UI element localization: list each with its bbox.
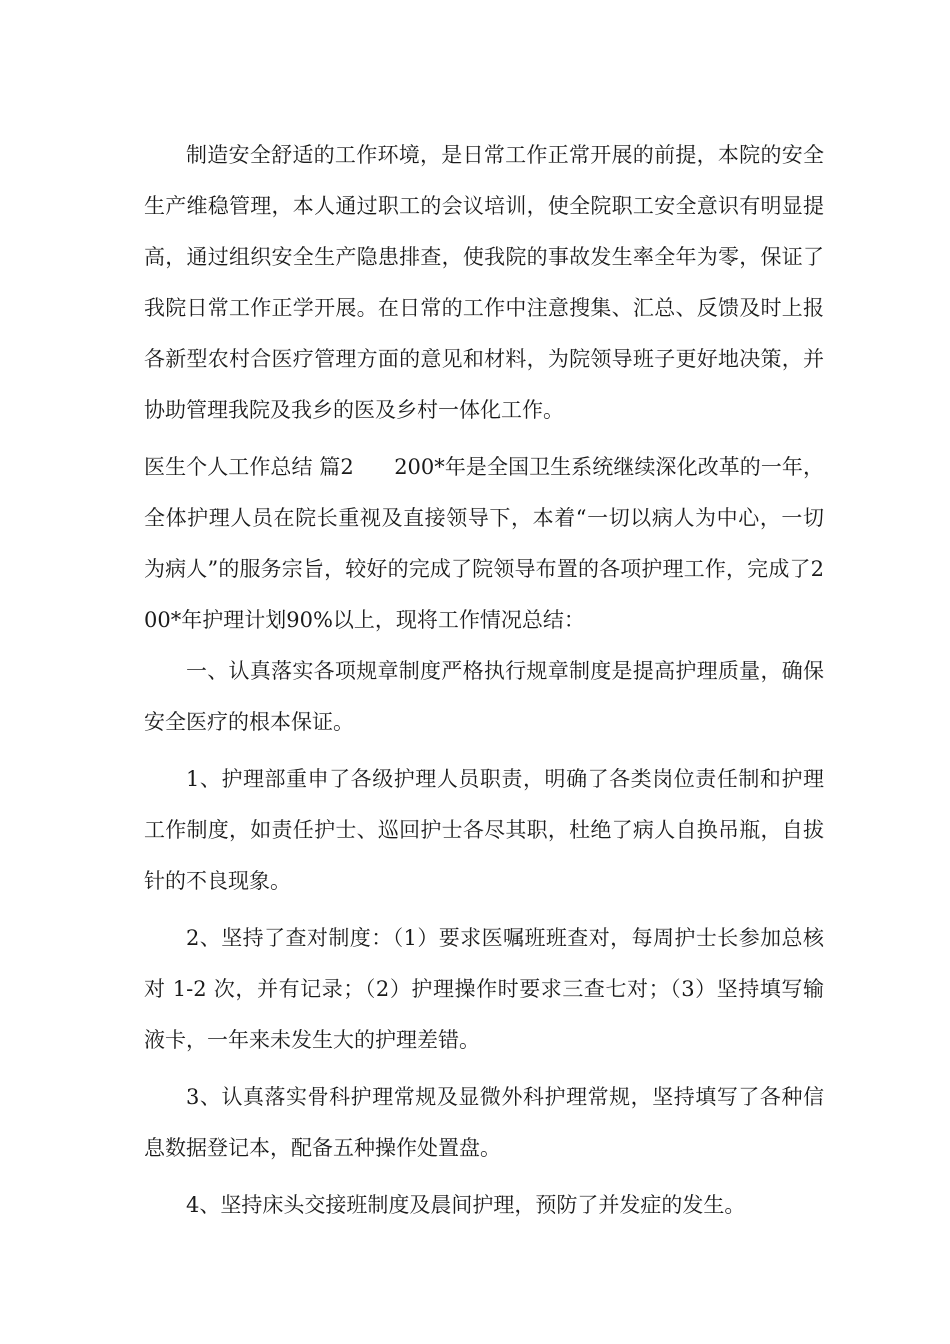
section-intro-text: 200*年是全国卫生系统继续深化改革的一年，全体护理人员在院长重视及直接领导下，本着“一切以病人为中心，一切为病人”的服务宗旨，较好的完成了院领导布置的各项护理工作，完成了200*年护理计划90%以上，现将工作情况总结： [144, 455, 824, 632]
paragraph-item-3: 3、认真落实骨科护理常规及显微外科护理常规，坚持填写了各种信息数据登记本，配备五种操作处置盘。 [144, 1085, 824, 1160]
paragraph-safety-environment: 制造安全舒适的工作环境，是日常工作正常开展的前提，本院的安全生产维稳管理，本人通过职工的会议培训，使全院职工安全意识有明显提高，通过组织安全生产隐患排查，使我院的事故发生率全年为零，保证了我院日常工作正学开展。在日常的工作中注意搜集、汇总、反馈及时上报各新型农村合医疗管理方面的意见和材料，为院领导班子更好地决策，并协助管理我院及我乡的医及乡村一体化工作。 [144, 143, 824, 422]
section-intro [144, 442, 824, 646]
document-body [144, 130, 824, 1231]
paragraph-item-1: 1、护理部重申了各级护理人员职责，明确了各类岗位责任制和护理工作制度，如责任护士、巡回护士各尽其职，杜绝了病人自换吊瓶，自拔针的不良现象。 [144, 767, 824, 893]
section-heading: 医生个人工作总结 篇2 [144, 455, 354, 479]
paragraph-item-4: 4、坚持床头交接班制度及晨间护理，预防了并发症的发生。 [186, 1193, 746, 1217]
paragraph-rules: 一、认真落实各项规章制度严格执行规章制度是提高护理质量，确保安全医疗的根本保证。 [144, 659, 824, 734]
paragraph-item-2: 2、坚持了查对制度：（1）要求医嘱班班查对，每周护士长参加总核对 1-2 次，并有记录；（2）护理操作时要求三查七对；（3）坚持填写输液卡，一年来未发生大的护理差错。 [144, 926, 824, 1052]
